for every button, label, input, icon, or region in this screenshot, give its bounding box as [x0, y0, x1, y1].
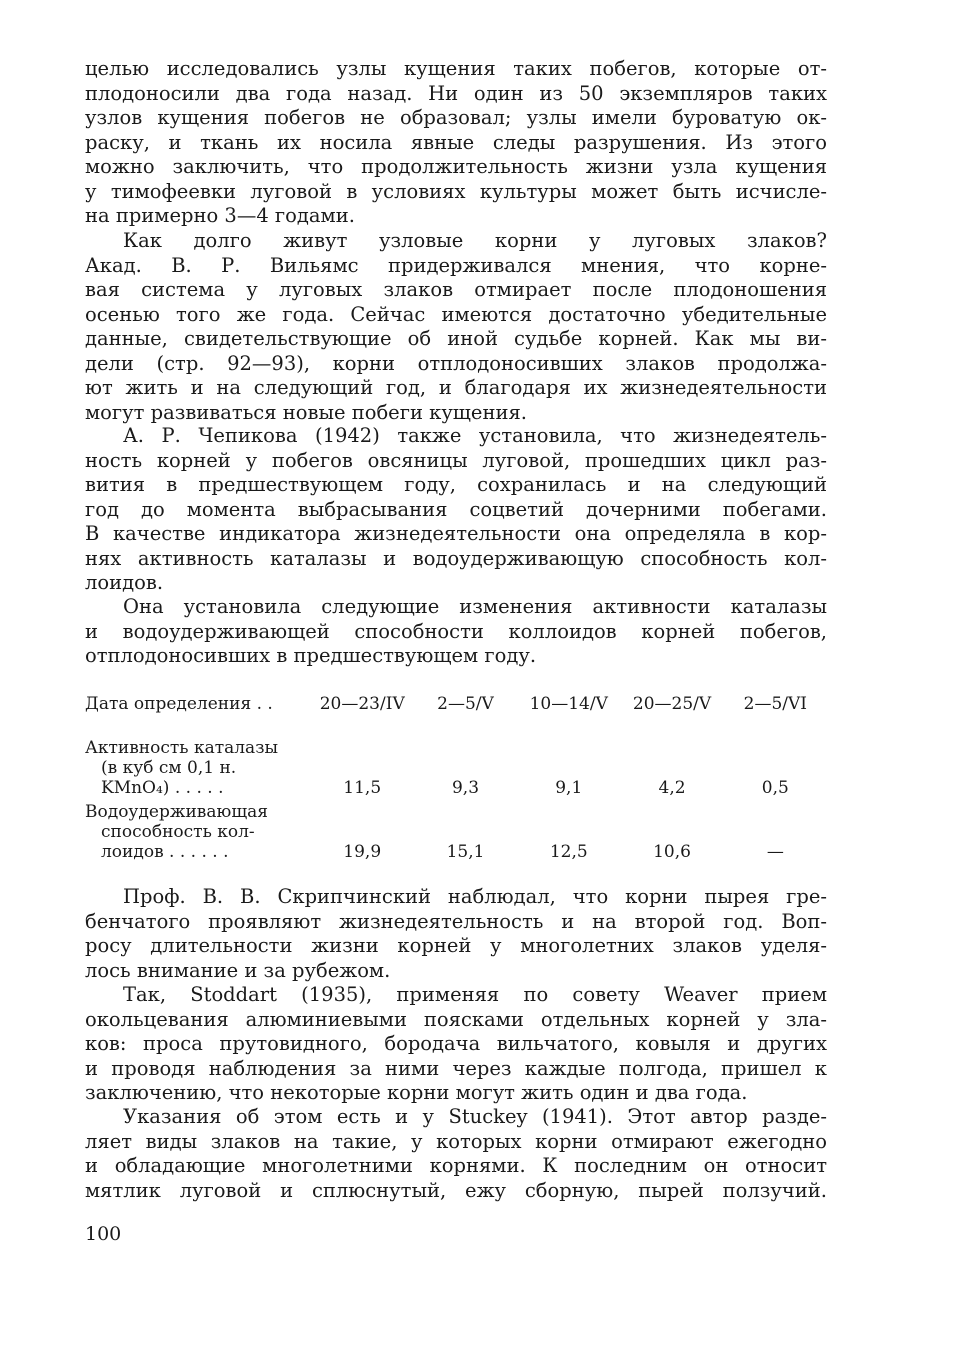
paragraph-7 [85, 1105, 827, 1203]
table-value-cell: 19,9 [343, 842, 382, 862]
table-value-cell: 0,5 [761, 778, 789, 798]
text-line: и проводя наблюдения за ними через каждые полгода, пришел к [85, 1056, 827, 1080]
text-line: лоидов. [85, 571, 164, 594]
table-value-cell: 12,5 [549, 842, 588, 862]
text-line: вития в предшествующем году, сохранилась и на следующий [85, 473, 827, 496]
text-line: бенчатого проявляют жизнедеятельность и на второй год. Воп- [85, 909, 827, 933]
paragraph-5 [85, 885, 827, 983]
table-date-cell: 2—5/VI [743, 694, 807, 714]
text-line: лось внимание и за рубежом. [85, 958, 391, 982]
table-header-label: Дата определения . . [85, 694, 273, 714]
row-label-line: лоидов . . . . . . [101, 842, 229, 862]
text-line: заключению, что некоторые корни могут жить один и два года. [85, 1081, 748, 1104]
table-row-label [85, 718, 311, 798]
table-date-cell: 2—5/V [437, 694, 494, 714]
paragraph-1 [85, 57, 827, 229]
table-value-cell: 9,1 [555, 778, 583, 798]
text-line: росу длительности жизни корней у многолетних злаков уделя- [85, 934, 827, 957]
text-line: В качестве индикатора жизнедеятельности она определяла в кор- [85, 522, 827, 545]
row-label-line: способность кол- [101, 822, 255, 842]
text-line: узлов кущения побегов не образовал; узлы имели буроватую ок- [85, 106, 827, 129]
text-line: Так, Stoddart (1935), применяя по совету Weaver прием [123, 983, 827, 1006]
text-line: могут развиваться новые побеги кущения. [85, 400, 527, 424]
text-line: на примерно 3—4 годами. [85, 204, 355, 227]
table-date-cell: 20—23/IV [319, 694, 405, 714]
text-line: и обладающие многолетними корнями. К последним он относит [85, 1154, 827, 1177]
table-header-row [85, 694, 827, 718]
text-line: отплодоносивших в предшествующем году. [85, 644, 537, 667]
table-value-cell: — [766, 842, 784, 862]
text-line: Акад. В. Р. Вильямс придерживался мнения, что корне- [85, 253, 827, 277]
table-value-cell: 4,2 [658, 778, 686, 798]
text-line: Она установила следующие изменения активности каталазы [123, 595, 827, 618]
text-line: окольцевания алюминиевыми поясками отдельных корней у зла- [85, 1007, 827, 1031]
row-label-line: Водоудерживающая [85, 802, 268, 822]
text-line: ность корней у побегов овсяницы луговой, прошедших цикл раз- [85, 448, 827, 472]
table-value-cell: 11,5 [343, 778, 382, 798]
text-line: ют жить и на следующий год, и благодаря их жизнедеятельности [85, 376, 827, 399]
table-row-label [85, 798, 311, 862]
table-value-cell: 10,6 [653, 842, 691, 862]
table-row [85, 798, 827, 862]
row-label-line: Активность каталазы [85, 738, 278, 758]
paragraph-3 [85, 424, 827, 596]
table-row [85, 718, 827, 798]
paragraph-4 [85, 595, 827, 669]
text-line: А. Р. Чепикова (1942) также установила, что жизнедеятель- [123, 424, 827, 447]
catalase-table [85, 694, 827, 862]
text-line: у тимофеевки луговой в условиях культуры может быть исчисле- [85, 179, 827, 203]
text-line: год до момента выбрасывания соцветий дочерними побегами. [85, 497, 827, 521]
text-line: и водоудерживающей способности коллоидов корней побегов, [85, 619, 827, 643]
text-line: дели (стр. 92—93), корни отплодоносивших злаков продолжа- [85, 351, 827, 375]
text-line: ков: проса прутовидного, бородача вильчатого, ковыля и других [85, 1032, 827, 1055]
text-line: вая система у луговых злаков отмирает после плодоношения [85, 278, 827, 301]
table-value-cell: 9,3 [451, 778, 480, 798]
text-line: осенью того же года. Сейчас имеются достаточно убедительные [85, 302, 827, 326]
table-date-cell: 20—25/V [632, 694, 712, 714]
text-line: плодоносили два года назад. Ни один из 50 экземпляров таких [85, 81, 827, 105]
text-line: данные, свидетельствующие об иной судьбе корней. Как мы ви- [85, 327, 827, 350]
text-line: Проф. В. В. Скрипчинский наблюдал, что корни пырея гре- [123, 885, 827, 908]
table-value-cell: 15,1 [446, 842, 485, 862]
text-line: можно заключить, что продолжительность жизни узла кущения [85, 155, 827, 178]
page-number: 100 [85, 1223, 122, 1245]
text-line: целью исследовались узлы кущения таких побегов, которые от- [85, 57, 827, 80]
text-line: мятлик луговой и сплюснутый, ежу сборную, пырей ползучий. [85, 1178, 827, 1202]
text-line: ляет виды злаков на такие, у которых корни отмирают ежегодно [85, 1129, 827, 1153]
row-label-line: KMnO₄) . . . . . [101, 778, 224, 798]
paragraph-2 [85, 229, 827, 425]
text-line: раску, и ткань их носила явные следы разрушения. Из этого [85, 130, 827, 154]
text-line: нях активность каталазы и водоудерживающую способность кол- [85, 546, 827, 570]
paragraph-6 [85, 983, 827, 1106]
row-label-line: (в куб см 0,1 н. [101, 758, 237, 778]
text-line: Как долго живут узловые корни у луговых злаков? [123, 229, 827, 252]
text-line: Указания об этом есть и у Stuckey (1941). Этот автор разде- [123, 1105, 827, 1128]
table-date-cell: 10—14/V [529, 694, 608, 714]
